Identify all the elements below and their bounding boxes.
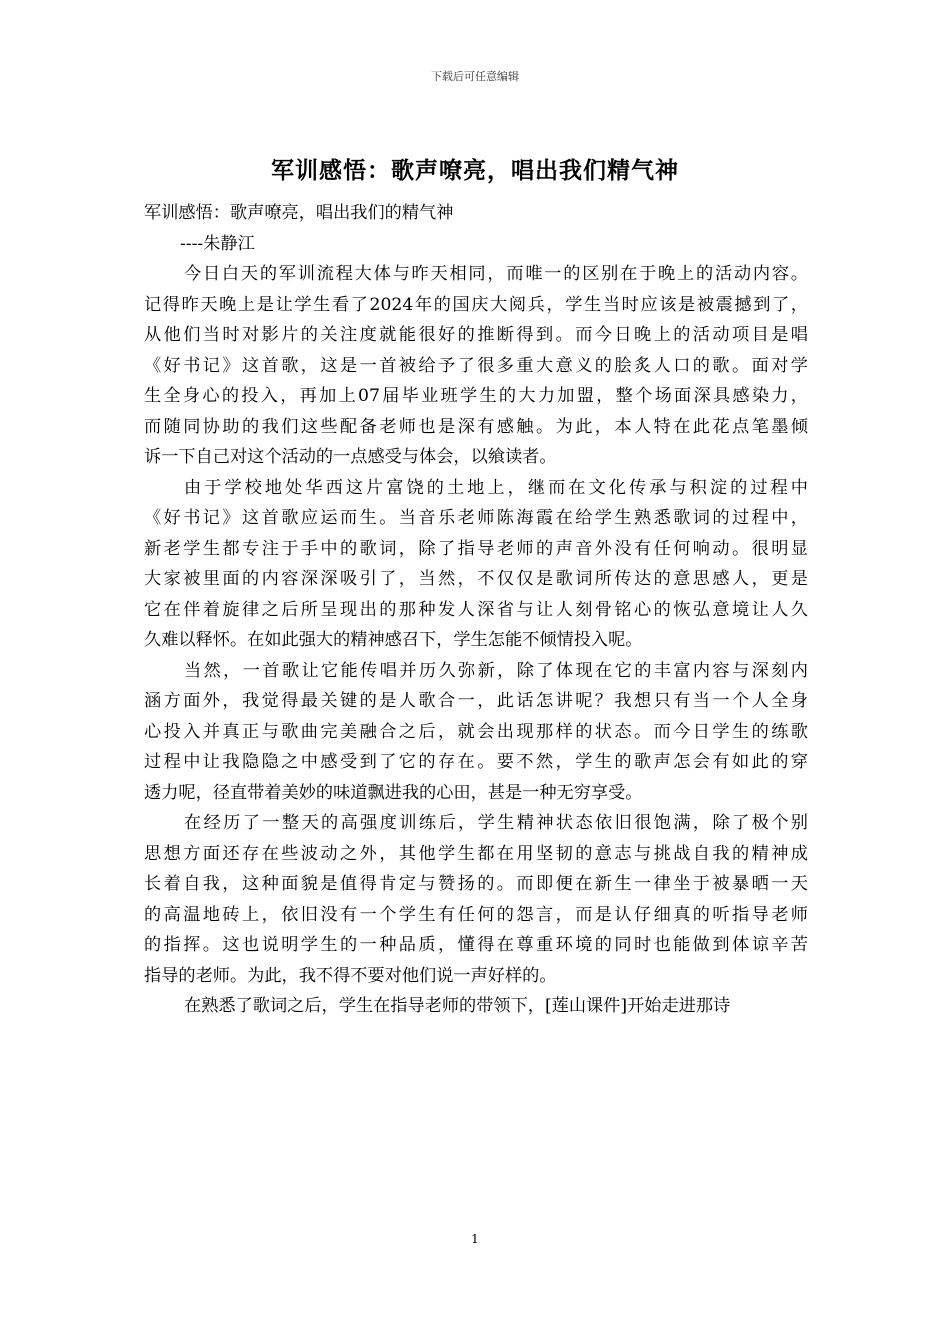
paragraph-line: 在经历了一整天的高强度训练后，学生精神状态依旧很饱满，除了极个别 [184,813,808,833]
page-number: 1 [471,1232,479,1246]
paragraph-line: 记得昨天晚上是让学生看了2024年的国庆大阅兵，学生当时应该是被震撼到了， [144,294,808,315]
paragraph-line: 生全身心的投入，再加上07届毕业班学生的大力加盟，整个场面深具感染力， [144,386,808,406]
author-line: ----朱静江 [180,233,255,254]
paragraph [144,473,808,656]
paragraph-line: 的高温地砖上，依旧没有一个学生有任何的怨言，而是认仔细真的听指导老师 [144,904,808,925]
header-note: 下载后可任意编辑 [431,70,519,83]
paragraph-line: 从他们当时对影片的关注度就能很好的推断得到。而今日晚上的活动项目是唱 [144,325,808,345]
paragraph-line: 诉一下自己对这个活动的一点感受与体会，以飨读者。 [144,447,557,467]
paragraph-line: 涵方面外，我觉得最关键的是人歌合一，此话怎讲呢？我想只有当一个人全身 [144,691,808,711]
paragraph-line: 当然，一首歌让它能传唱并历久弥新，除了体现在它的丰富内容与深刻内 [184,660,808,681]
paragraph-line: 《好书记》这首歌，这是一首被给予了很多重大意义的脍炙人口的歌。面对学 [144,355,808,376]
paragraph [144,808,808,991]
paragraph-line: 长着自我，这种面貌是值得肯定与赞扬的。而即便在新生一律坐于被暴晒一天 [144,874,808,894]
document-title: 军训感悟：歌声嘹亮，唱出我们精气神 [271,158,679,184]
paragraph-line: 透力呢，径直带着美妙的味道飘进我的心田，甚是一种无穷享受。 [144,782,643,803]
paragraph-line: 大家被里面的内容深深吸引了，当然，不仅仅是歌词所传达的意思感人，更是 [144,569,808,589]
paragraph-line: 今日白天的军训流程大体与昨天相同，而唯一的区别在于晚上的活动内容。 [184,264,808,284]
paragraph-line: 《好书记》这首歌应运而生。当音乐老师陈海霞在给学生熟悉歌词的过程中， [144,508,808,528]
paragraph-line: 过程中让我隐隐之中感受到了它的存在。要不然，学生的歌声怎会有如此的穿 [144,752,808,772]
paragraph-line: 而随同协助的我们这些配备老师也是深有感触。为此，本人特在此花点笔墨倾 [144,416,808,437]
document-body [144,198,808,1022]
paragraph-line: 新老学生都专注于手中的歌词，除了指导老师的声音外没有任何响动。很明显 [144,538,808,559]
paragraph-line: 由于学校地处华西这片富饶的土地上，继而在文化传承与积淀的过程中 [184,477,808,498]
subtitle: 军训感悟：歌声嘹亮，唱出我们的精气神 [144,203,454,223]
paragraph-line: 它在伴着旋律之后所呈现出的那种发人深省与让人刻骨铭心的恢弘意境让人久 [144,599,808,620]
paragraph-line: 久难以释怀。在如此强大的精神感召下，学生怎能不倾情投入呢。 [144,630,643,650]
paragraph-line: 指导的老师。为此，我不得不要对他们说一声好样的。 [144,965,557,986]
paragraph [144,656,808,809]
paragraphs-container [144,259,808,1022]
paragraph-line: 思想方面还存在些波动之外，其他学生都在用坚韧的意志与挑战自我的精神成 [144,843,808,864]
paragraph [144,991,808,1022]
paragraph-line: 在熟悉了歌词之后，学生在指导老师的带领下，[莲山课件]开始走进那诗 [184,996,731,1016]
paragraph [144,259,808,473]
paragraph-line: 心投入并真正与歌曲完美融合之后，就会出现那样的状态。而今日学生的练歌 [144,721,808,742]
paragraph-line: 的指挥。这也说明学生的一种品质，懂得在尊重环境的同时也能做到体谅辛苦 [144,935,808,955]
